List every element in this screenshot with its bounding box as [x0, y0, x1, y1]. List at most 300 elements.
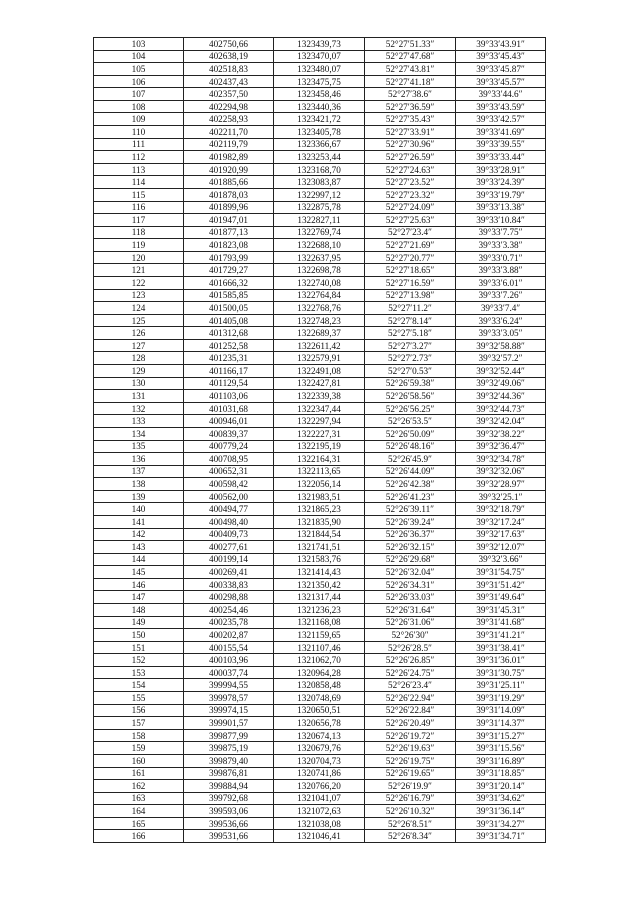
point-number-cell: 153: [94, 666, 184, 679]
point-number-cell: 132: [94, 402, 184, 415]
table-row: [94, 817, 546, 830]
table-row: [94, 88, 546, 101]
longitude-cell: 39°32′12.07″: [456, 541, 546, 554]
longitude-cell: 39°32′57.2″: [456, 352, 546, 365]
point-number-cell: 118: [94, 226, 184, 239]
x-coordinate-cell: 402518,83: [184, 63, 274, 76]
x-coordinate-cell: 401500,05: [184, 302, 274, 315]
y-coordinate-cell: 1321236,23: [274, 604, 365, 617]
point-number-cell: 126: [94, 327, 184, 340]
point-number-cell: 110: [94, 126, 184, 139]
latitude-cell: 52°26′44.09″: [365, 465, 456, 478]
table-row: [94, 679, 546, 692]
table-row: [94, 792, 546, 805]
table-row: [94, 365, 546, 378]
latitude-cell: 52°26′33.03″: [365, 591, 456, 604]
y-coordinate-cell: 1321168,08: [274, 616, 365, 629]
y-coordinate-cell: 1322164,31: [274, 453, 365, 466]
longitude-cell: 39°32′42.04″: [456, 415, 546, 428]
point-number-cell: 115: [94, 188, 184, 201]
y-coordinate-cell: 1321835,90: [274, 515, 365, 528]
longitude-cell: 39°31′14.37″: [456, 717, 546, 730]
coordinates-table: [93, 37, 546, 843]
longitude-cell: 39°33′3.88″: [456, 264, 546, 277]
x-coordinate-cell: 401129,54: [184, 377, 274, 390]
y-coordinate-cell: 1322748,23: [274, 314, 365, 327]
x-coordinate-cell: 401729,27: [184, 264, 274, 277]
latitude-cell: 52°26′59.38″: [365, 377, 456, 390]
table-row: [94, 453, 546, 466]
point-number-cell: 162: [94, 780, 184, 793]
y-coordinate-cell: 1322637,95: [274, 251, 365, 264]
y-coordinate-cell: 1320964,28: [274, 666, 365, 679]
y-coordinate-cell: 1321038,08: [274, 817, 365, 830]
table-row: [94, 276, 546, 289]
table-row: [94, 515, 546, 528]
point-number-cell: 108: [94, 100, 184, 113]
y-coordinate-cell: 1322056,14: [274, 478, 365, 491]
table-row: [94, 692, 546, 705]
point-number-cell: 166: [94, 830, 184, 843]
longitude-cell: 39°31′16.89″: [456, 754, 546, 767]
point-number-cell: 151: [94, 641, 184, 654]
point-number-cell: 138: [94, 478, 184, 491]
latitude-cell: 52°26′56.25″: [365, 402, 456, 415]
table-row: [94, 151, 546, 164]
point-number-cell: 160: [94, 754, 184, 767]
longitude-cell: 39°31′34.62″: [456, 792, 546, 805]
latitude-cell: 52°27′18.65″: [365, 264, 456, 277]
point-number-cell: 156: [94, 704, 184, 717]
point-number-cell: 107: [94, 88, 184, 101]
point-number-cell: 133: [94, 415, 184, 428]
x-coordinate-cell: 401312,68: [184, 327, 274, 340]
latitude-cell: 52°26′30″: [365, 629, 456, 642]
longitude-cell: 39°33′44.6″: [456, 88, 546, 101]
table-row: [94, 38, 546, 51]
y-coordinate-cell: 1321062,70: [274, 654, 365, 667]
longitude-cell: 39°32′28.97″: [456, 478, 546, 491]
latitude-cell: 52°27′16.59″: [365, 276, 456, 289]
longitude-cell: 39°33′7.75″: [456, 226, 546, 239]
longitude-cell: 39°33′28.91″: [456, 163, 546, 176]
y-coordinate-cell: 1322689,37: [274, 327, 365, 340]
table-row: [94, 75, 546, 88]
table-row: [94, 465, 546, 478]
table-row: [94, 553, 546, 566]
x-coordinate-cell: 402437,43: [184, 75, 274, 88]
point-number-cell: 117: [94, 214, 184, 227]
point-number-cell: 122: [94, 276, 184, 289]
longitude-cell: 39°32′44.36″: [456, 390, 546, 403]
table-row: [94, 126, 546, 139]
longitude-cell: 39°31′25.11″: [456, 679, 546, 692]
x-coordinate-cell: 402750,66: [184, 38, 274, 51]
longitude-cell: 39°33′7.4″: [456, 302, 546, 315]
point-number-cell: 103: [94, 38, 184, 51]
y-coordinate-cell: 1320679,76: [274, 742, 365, 755]
table-row: [94, 339, 546, 352]
y-coordinate-cell: 1321844,54: [274, 528, 365, 541]
x-coordinate-cell: 401666,32: [184, 276, 274, 289]
latitude-cell: 52°27′8.14″: [365, 314, 456, 327]
longitude-cell: 39°33′45.57″: [456, 75, 546, 88]
x-coordinate-cell: 399531,66: [184, 830, 274, 843]
table-row: [94, 415, 546, 428]
x-coordinate-cell: 399974,15: [184, 704, 274, 717]
table-row: [94, 113, 546, 126]
latitude-cell: 52°27′20.77″: [365, 251, 456, 264]
latitude-cell: 52°26′42.38″: [365, 478, 456, 491]
table-row: [94, 604, 546, 617]
table-row: [94, 226, 546, 239]
y-coordinate-cell: 1321350,42: [274, 578, 365, 591]
table-row: [94, 214, 546, 227]
table-row: [94, 578, 546, 591]
point-number-cell: 130: [94, 377, 184, 390]
latitude-cell: 52°27′24.09″: [365, 201, 456, 214]
x-coordinate-cell: 401920,99: [184, 163, 274, 176]
y-coordinate-cell: 1320748,69: [274, 692, 365, 705]
point-number-cell: 134: [94, 427, 184, 440]
y-coordinate-cell: 1322579,91: [274, 352, 365, 365]
point-number-cell: 127: [94, 339, 184, 352]
table-row: [94, 302, 546, 315]
longitude-cell: 39°32′34.78″: [456, 453, 546, 466]
table-row: [94, 629, 546, 642]
table-row: [94, 754, 546, 767]
table-row: [94, 666, 546, 679]
longitude-cell: 39°32′17.24″: [456, 515, 546, 528]
longitude-cell: 39°31′51.42″: [456, 578, 546, 591]
y-coordinate-cell: 1320704,73: [274, 754, 365, 767]
table-row: [94, 704, 546, 717]
x-coordinate-cell: 401877,13: [184, 226, 274, 239]
x-coordinate-cell: 400269,41: [184, 566, 274, 579]
latitude-cell: 52°26′20.49″: [365, 717, 456, 730]
point-number-cell: 131: [94, 390, 184, 403]
point-number-cell: 154: [94, 679, 184, 692]
point-number-cell: 116: [94, 201, 184, 214]
x-coordinate-cell: 402638,19: [184, 50, 274, 63]
y-coordinate-cell: 1322195,19: [274, 440, 365, 453]
longitude-cell: 39°31′30.75″: [456, 666, 546, 679]
point-number-cell: 145: [94, 566, 184, 579]
longitude-cell: 39°33′42.57″: [456, 113, 546, 126]
point-number-cell: 135: [94, 440, 184, 453]
point-number-cell: 137: [94, 465, 184, 478]
latitude-cell: 52°27′43.81″: [365, 63, 456, 76]
latitude-cell: 52°27′23.32″: [365, 188, 456, 201]
y-coordinate-cell: 1321046,41: [274, 830, 365, 843]
longitude-cell: 39°31′41.68″: [456, 616, 546, 629]
point-number-cell: 123: [94, 289, 184, 302]
latitude-cell: 52°27′38.6″: [365, 88, 456, 101]
y-coordinate-cell: 1323405,78: [274, 126, 365, 139]
point-number-cell: 112: [94, 151, 184, 164]
x-coordinate-cell: 400103,96: [184, 654, 274, 667]
x-coordinate-cell: 400494,77: [184, 503, 274, 516]
point-number-cell: 129: [94, 365, 184, 378]
y-coordinate-cell: 1323439,73: [274, 38, 365, 51]
x-coordinate-cell: 400037,74: [184, 666, 274, 679]
point-number-cell: 124: [94, 302, 184, 315]
x-coordinate-cell: 399879,40: [184, 754, 274, 767]
point-number-cell: 139: [94, 490, 184, 503]
latitude-cell: 52°27′5.18″: [365, 327, 456, 340]
latitude-cell: 52°27′41.18″: [365, 75, 456, 88]
y-coordinate-cell: 1322227,31: [274, 427, 365, 440]
latitude-cell: 52°26′29.68″: [365, 553, 456, 566]
x-coordinate-cell: 400779,24: [184, 440, 274, 453]
latitude-cell: 52°27′36.59″: [365, 100, 456, 113]
y-coordinate-cell: 1322688,10: [274, 239, 365, 252]
x-coordinate-cell: 401793,99: [184, 251, 274, 264]
x-coordinate-cell: 401947,01: [184, 214, 274, 227]
latitude-cell: 52°26′8.51″: [365, 817, 456, 830]
point-number-cell: 155: [94, 692, 184, 705]
latitude-cell: 52°27′47.68″: [365, 50, 456, 63]
longitude-cell: 39°32′18.79″: [456, 503, 546, 516]
latitude-cell: 52°26′19.72″: [365, 729, 456, 742]
point-number-cell: 165: [94, 817, 184, 830]
y-coordinate-cell: 1323366,67: [274, 138, 365, 151]
longitude-cell: 39°33′13.38″: [456, 201, 546, 214]
y-coordinate-cell: 1322698,78: [274, 264, 365, 277]
x-coordinate-cell: 399792,68: [184, 792, 274, 805]
longitude-cell: 39°32′38.22″: [456, 427, 546, 440]
latitude-cell: 52°26′16.79″: [365, 792, 456, 805]
table-row: [94, 566, 546, 579]
point-number-cell: 128: [94, 352, 184, 365]
latitude-cell: 52°27′11.2″: [365, 302, 456, 315]
y-coordinate-cell: 1323168,70: [274, 163, 365, 176]
longitude-cell: 39°31′36.14″: [456, 805, 546, 818]
y-coordinate-cell: 1320674,13: [274, 729, 365, 742]
y-coordinate-cell: 1321072,63: [274, 805, 365, 818]
latitude-cell: 52°26′19.63″: [365, 742, 456, 755]
y-coordinate-cell: 1321317,44: [274, 591, 365, 604]
longitude-cell: 39°32′49.06″: [456, 377, 546, 390]
y-coordinate-cell: 1321159,65: [274, 629, 365, 642]
table-row: [94, 427, 546, 440]
table-row: [94, 478, 546, 491]
y-coordinate-cell: 1322297,94: [274, 415, 365, 428]
point-number-cell: 104: [94, 50, 184, 63]
y-coordinate-cell: 1322113,65: [274, 465, 365, 478]
y-coordinate-cell: 1323421,72: [274, 113, 365, 126]
y-coordinate-cell: 1320766,20: [274, 780, 365, 793]
latitude-cell: 52°26′22.84″: [365, 704, 456, 717]
y-coordinate-cell: 1322347,44: [274, 402, 365, 415]
table-row: [94, 327, 546, 340]
x-coordinate-cell: 399978,57: [184, 692, 274, 705]
table-row: [94, 100, 546, 113]
y-coordinate-cell: 1322611,42: [274, 339, 365, 352]
x-coordinate-cell: 399593,06: [184, 805, 274, 818]
point-number-cell: 164: [94, 805, 184, 818]
longitude-cell: 39°33′43.91″: [456, 38, 546, 51]
longitude-cell: 39°31′19.29″: [456, 692, 546, 705]
table-row: [94, 616, 546, 629]
point-number-cell: 109: [94, 113, 184, 126]
longitude-cell: 39°32′3.66″: [456, 553, 546, 566]
latitude-cell: 52°27′23.4″: [365, 226, 456, 239]
x-coordinate-cell: 401031,68: [184, 402, 274, 415]
table-row: [94, 251, 546, 264]
point-number-cell: 144: [94, 553, 184, 566]
y-coordinate-cell: 1322875,78: [274, 201, 365, 214]
point-number-cell: 142: [94, 528, 184, 541]
x-coordinate-cell: 402357,50: [184, 88, 274, 101]
point-number-cell: 125: [94, 314, 184, 327]
x-coordinate-cell: 400652,31: [184, 465, 274, 478]
table-row: [94, 729, 546, 742]
table-row: [94, 239, 546, 252]
longitude-cell: 39°32′17.63″: [456, 528, 546, 541]
point-number-cell: 148: [94, 604, 184, 617]
y-coordinate-cell: 1323458,46: [274, 88, 365, 101]
point-number-cell: 136: [94, 453, 184, 466]
latitude-cell: 52°26′32.04″: [365, 566, 456, 579]
x-coordinate-cell: 399901,57: [184, 717, 274, 730]
longitude-cell: 39°33′45.43″: [456, 50, 546, 63]
latitude-cell: 52°26′34.31″: [365, 578, 456, 591]
latitude-cell: 52°26′45.9″: [365, 453, 456, 466]
table-row: [94, 528, 546, 541]
latitude-cell: 52°27′2.73″: [365, 352, 456, 365]
y-coordinate-cell: 1322491,08: [274, 365, 365, 378]
y-coordinate-cell: 1323440,36: [274, 100, 365, 113]
table-row: [94, 780, 546, 793]
point-number-cell: 150: [94, 629, 184, 642]
latitude-cell: 52°26′10.32″: [365, 805, 456, 818]
longitude-cell: 39°31′15.56″: [456, 742, 546, 755]
longitude-cell: 39°33′3.38″: [456, 239, 546, 252]
y-coordinate-cell: 1323253,44: [274, 151, 365, 164]
x-coordinate-cell: 399536,66: [184, 817, 274, 830]
x-coordinate-cell: 402294,98: [184, 100, 274, 113]
x-coordinate-cell: 400235,78: [184, 616, 274, 629]
point-number-cell: 146: [94, 578, 184, 591]
table-row: [94, 767, 546, 780]
latitude-cell: 52°26′19.9″: [365, 780, 456, 793]
latitude-cell: 52°27′33.91″: [365, 126, 456, 139]
table-row: [94, 264, 546, 277]
latitude-cell: 52°26′22.94″: [365, 692, 456, 705]
y-coordinate-cell: 1322427,81: [274, 377, 365, 390]
table-row: [94, 591, 546, 604]
y-coordinate-cell: 1323480,07: [274, 63, 365, 76]
y-coordinate-cell: 1322339,38: [274, 390, 365, 403]
longitude-cell: 39°31′18.85″: [456, 767, 546, 780]
table-row: [94, 402, 546, 415]
y-coordinate-cell: 1321583,76: [274, 553, 365, 566]
x-coordinate-cell: 402258,93: [184, 113, 274, 126]
x-coordinate-cell: 400839,37: [184, 427, 274, 440]
y-coordinate-cell: 1323470,07: [274, 50, 365, 63]
point-number-cell: 141: [94, 515, 184, 528]
latitude-cell: 52°26′39.24″: [365, 515, 456, 528]
longitude-cell: 39°33′6.24″: [456, 314, 546, 327]
x-coordinate-cell: 401885,66: [184, 176, 274, 189]
y-coordinate-cell: 1321741,51: [274, 541, 365, 554]
latitude-cell: 52°26′19.75″: [365, 754, 456, 767]
x-coordinate-cell: 401166,17: [184, 365, 274, 378]
point-number-cell: 120: [94, 251, 184, 264]
point-number-cell: 159: [94, 742, 184, 755]
point-number-cell: 113: [94, 163, 184, 176]
y-coordinate-cell: 1320858,48: [274, 679, 365, 692]
y-coordinate-cell: 1320650,51: [274, 704, 365, 717]
x-coordinate-cell: 401103,06: [184, 390, 274, 403]
latitude-cell: 52°26′39.11″: [365, 503, 456, 516]
latitude-cell: 52°26′24.75″: [365, 666, 456, 679]
point-number-cell: 149: [94, 616, 184, 629]
latitude-cell: 52°26′48.16″: [365, 440, 456, 453]
x-coordinate-cell: 400338,83: [184, 578, 274, 591]
point-number-cell: 119: [94, 239, 184, 252]
point-number-cell: 152: [94, 654, 184, 667]
longitude-cell: 39°31′38.41″: [456, 641, 546, 654]
table-row: [94, 138, 546, 151]
latitude-cell: 52°27′51.33″: [365, 38, 456, 51]
latitude-cell: 52°26′50.09″: [365, 427, 456, 440]
x-coordinate-cell: 399876,81: [184, 767, 274, 780]
x-coordinate-cell: 399875,19: [184, 742, 274, 755]
y-coordinate-cell: 1323083,87: [274, 176, 365, 189]
table-row: [94, 830, 546, 843]
y-coordinate-cell: 1323475,75: [274, 75, 365, 88]
x-coordinate-cell: 402119,79: [184, 138, 274, 151]
longitude-cell: 39°31′41.21″: [456, 629, 546, 642]
y-coordinate-cell: 1321414,43: [274, 566, 365, 579]
y-coordinate-cell: 1321107,46: [274, 641, 365, 654]
point-number-cell: 143: [94, 541, 184, 554]
latitude-cell: 52°27′13.98″: [365, 289, 456, 302]
latitude-cell: 52°26′23.4″: [365, 679, 456, 692]
x-coordinate-cell: 401252,58: [184, 339, 274, 352]
table-row: [94, 188, 546, 201]
latitude-cell: 52°27′3.27″: [365, 339, 456, 352]
longitude-cell: 39°31′54.75″: [456, 566, 546, 579]
table-row: [94, 201, 546, 214]
y-coordinate-cell: 1322768,76: [274, 302, 365, 315]
longitude-cell: 39°33′39.55″: [456, 138, 546, 151]
point-number-cell: 163: [94, 792, 184, 805]
latitude-cell: 52°26′19.65″: [365, 767, 456, 780]
longitude-cell: 39°33′33.44″: [456, 151, 546, 164]
longitude-cell: 39°31′14.09″: [456, 704, 546, 717]
longitude-cell: 39°31′34.27″: [456, 817, 546, 830]
x-coordinate-cell: 401878,03: [184, 188, 274, 201]
longitude-cell: 39°33′43.59″: [456, 100, 546, 113]
longitude-cell: 39°33′10.84″: [456, 214, 546, 227]
table-row: [94, 314, 546, 327]
table-row: [94, 503, 546, 516]
table-row: [94, 742, 546, 755]
latitude-cell: 52°26′36.37″: [365, 528, 456, 541]
point-number-cell: 106: [94, 75, 184, 88]
table-row: [94, 289, 546, 302]
latitude-cell: 52°27′0.53″: [365, 365, 456, 378]
longitude-cell: 39°32′52.44″: [456, 365, 546, 378]
table-row: [94, 63, 546, 76]
x-coordinate-cell: 400946,01: [184, 415, 274, 428]
x-coordinate-cell: 399994,55: [184, 679, 274, 692]
y-coordinate-cell: 1321865,23: [274, 503, 365, 516]
longitude-cell: 39°33′3.05″: [456, 327, 546, 340]
